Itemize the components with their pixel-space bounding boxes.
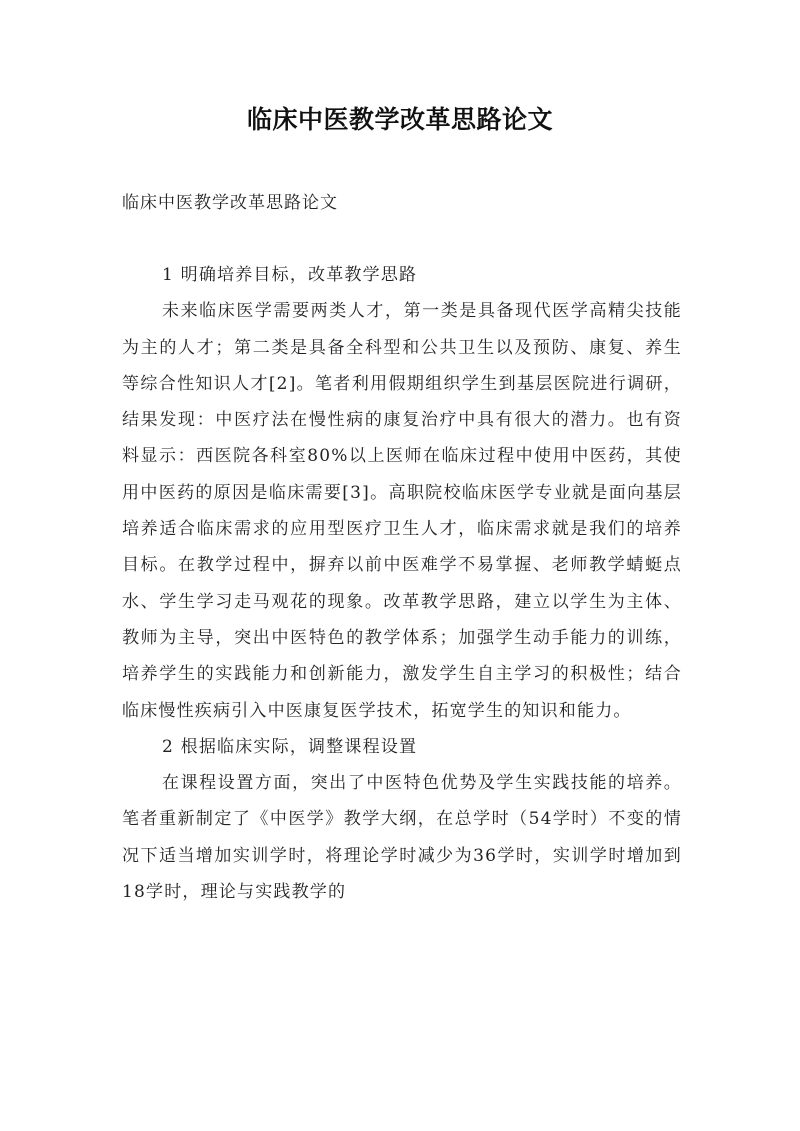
section-1-paragraph: 未来临床医学需要两类人才，第一类是具备现代医学高精尖技能为主的人才；第二类是具备全科型和公共卫生以及预防、康复、养生等综合性知识人才[2]。笔者利用假期组织学生到基层医院进行调研，结果发现：中医疗法在慢性病的康复治疗中具有很大的潜力。也有资料显示：西医院各科室80%以上医师在临床过程中使用中医药，其使用中医药的原因是临床需要[3]。高职院校临床医学专业就是面向基层培养适合临床需求的应用型医疗卫生人才，临床需求就是我们的培养目标。在教学过程中，摒弃以前中医难学不易掌握、老师教学蜻蜓点水、学生学习走马观花的现象。改革教学思路，建立以学生为主体、教师为主导，突出中医特色的教学体系；加强学生动手能力的训练，培养学生的实践能力和创新能力，激发学生自主学习的积极性；结合临床慢性疾病引入中医康复医学技术，拓宽学生的知识和能力。	[122, 301, 682, 721]
section-2-paragraph: 在课程设置方面，突出了中医特色优势及学生实践技能的培养。笔者重新制定了《中医学》教学大纲，在总学时（54学时）不变的情况下适当增加实训学时，将理论学时减少为36学时，实训学时增加到18学时，理论与实践教学的	[122, 773, 682, 903]
section-1-heading: 1 明确培养目标，改革教学思路	[162, 265, 418, 285]
section-2-heading: 2 根据临床实际，调整课程设置	[162, 736, 418, 757]
document-title: 临床中医教学改革思路论文	[246, 105, 553, 134]
document-body	[122, 257, 682, 910]
document-subtitle: 临床中医教学改革思路论文	[122, 193, 338, 213]
